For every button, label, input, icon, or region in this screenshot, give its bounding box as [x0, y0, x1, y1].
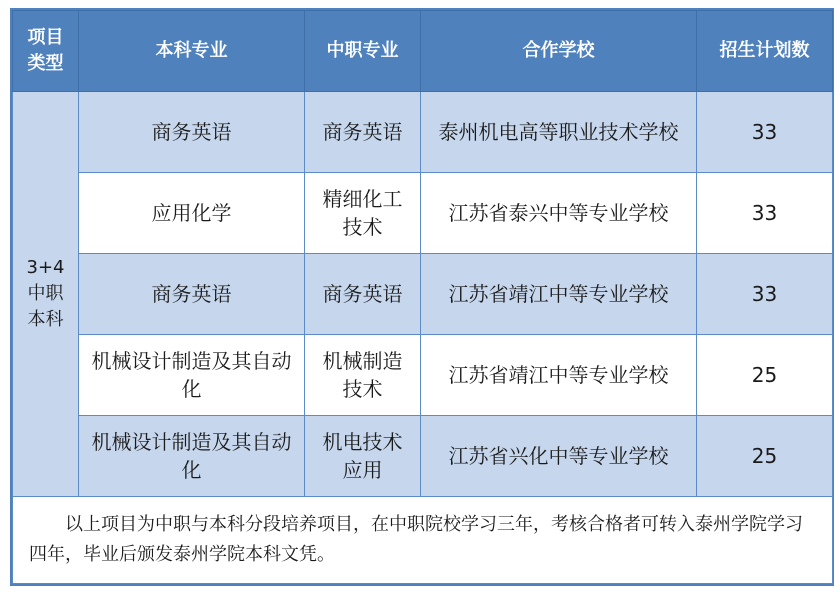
- project-type-value: 3+4 中职 本科: [26, 257, 65, 330]
- vocational-major-cell: 商务英语: [305, 254, 421, 335]
- enrollment-plan-cell: 33: [697, 173, 833, 254]
- vocational-major-cell: 机电技术应用: [305, 416, 421, 497]
- table-row: [13, 173, 833, 254]
- partner-school-cell: 江苏省靖江中等专业学校: [421, 335, 697, 416]
- table-row: [13, 416, 833, 497]
- enrollment-plan-cell: 25: [697, 416, 833, 497]
- undergrad-major-cell: 商务英语: [79, 254, 305, 335]
- enrollment-plan-cell: 33: [697, 92, 833, 173]
- partner-school-cell: 泰州机电高等职业技术学校: [421, 92, 697, 173]
- undergrad-major-cell: 机械设计制造及其自动化: [79, 416, 305, 497]
- partner-school-cell: 江苏省靖江中等专业学校: [421, 254, 697, 335]
- header-enrollment-plan: 招生计划数: [697, 11, 833, 92]
- vocational-major-cell: 机械制造技术: [305, 335, 421, 416]
- undergrad-major-cell: 应用化学: [79, 173, 305, 254]
- table-row: [13, 335, 833, 416]
- partner-school-cell: 江苏省泰兴中等专业学校: [421, 173, 697, 254]
- header-project-type-text: 项目 类型: [27, 27, 64, 74]
- table-row: [13, 92, 833, 173]
- vocational-major-cell: 精细化工技术: [305, 173, 421, 254]
- footnote-text: 以上项目为中职与本科分段培养项目，在中职院校学习三年，考核合格者可转入泰州学院学习四年，毕业后颁发泰州学院本科文凭。: [29, 514, 803, 565]
- undergrad-major-cell: 商务英语: [79, 92, 305, 173]
- footnote-row: [13, 497, 833, 584]
- partner-school-cell: 江苏省兴化中等专业学校: [421, 416, 697, 497]
- header-vocational-major: 中职专业: [305, 11, 421, 92]
- enrollment-plan-cell: 33: [697, 254, 833, 335]
- enrollment-table: [12, 10, 833, 584]
- enrollment-table-container: [10, 8, 834, 586]
- vocational-major-cell: 商务英语: [305, 92, 421, 173]
- project-type-cell: [13, 92, 79, 497]
- table-header-row: [13, 11, 833, 92]
- table-row: [13, 254, 833, 335]
- header-partner-school: 合作学校: [421, 11, 697, 92]
- header-undergrad-major: 本科专业: [79, 11, 305, 92]
- undergrad-major-cell: 机械设计制造及其自动化: [79, 335, 305, 416]
- header-project-type: [13, 11, 79, 92]
- footnote-cell: [13, 497, 833, 584]
- enrollment-plan-cell: 25: [697, 335, 833, 416]
